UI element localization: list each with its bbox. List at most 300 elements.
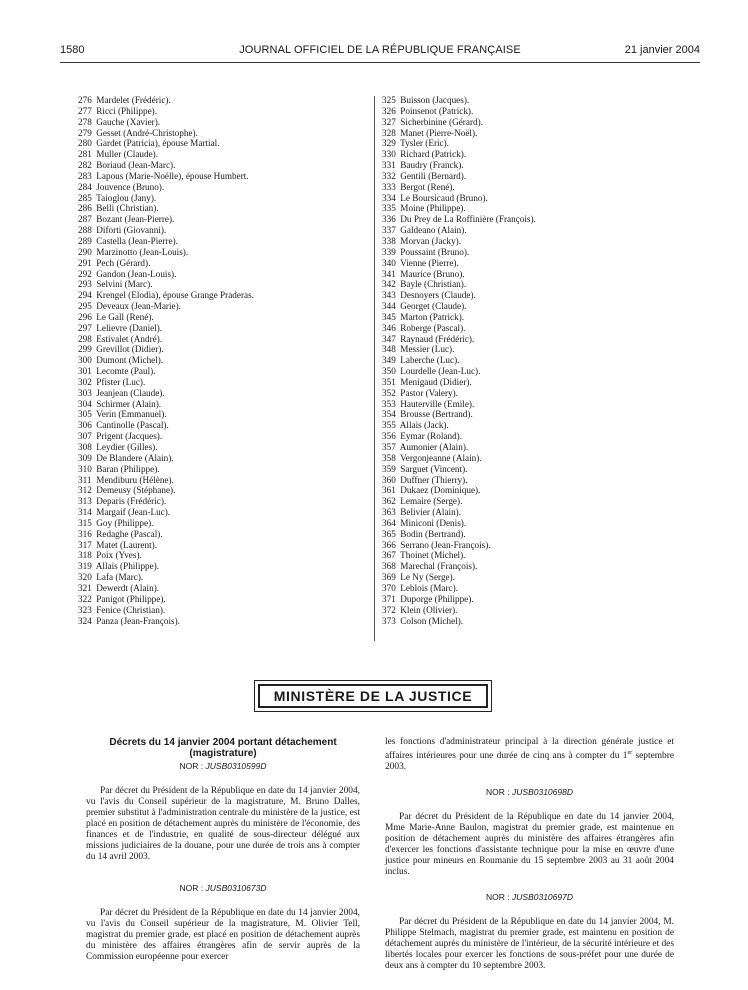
list-item [78,117,254,128]
list-item [382,453,536,464]
list-item-name: Messier (Luc). [400,344,455,355]
list-item-name: Dukaez (Dominique). [400,485,481,496]
list-item [78,464,254,475]
list-item-number: 336 [382,214,396,225]
continued-text-a: les fonctions d'administrateur principal à la direction générale justice et affaires intérieures pour une durée de cinq ans à compter du 1 [385,737,674,762]
list-item-number: 286 [78,203,92,214]
list-item-number: 337 [382,225,396,236]
list-item-number: 346 [382,322,396,333]
list-item-number: 365 [382,528,396,539]
list-item [382,95,536,106]
decree-paragraph-1: Par décret du Président de la République en date du 14 janvier 2004, vu l'avis du Conseil supérieur de la magistrature, M. Bruno Dalles, premier substitut à l'administration centrale du ministère de la justice, est placé en position de détachement auprès du ministère de l'économie, des finances et de l'industrie, en qualité de sous-directeur délégué aux missions judiciaires de la douane, pour une durée de trois ans à compter du 14 avril 2003. [86,786,360,862]
list-item-name: Raynaud (Frédéric). [400,333,475,344]
list-item-number: 290 [78,246,92,257]
list-item-number: 324 [78,615,92,626]
list-item-number: 331 [382,160,396,171]
list-item-name: Pastor (Valery). [400,387,458,398]
list-item [78,312,254,323]
list-item-name: Allais (Jack). [399,420,449,431]
list-item-name: Demeusy (Stéphane). [96,485,176,496]
list-item [78,605,254,616]
list-item [382,518,536,529]
list-item-number: 283 [78,170,92,181]
decree-title-line2: (magistrature) [189,748,257,759]
list-item-number: 277 [78,105,92,116]
list-item-name: Le Ny (Serge). [400,572,455,583]
list-item [382,171,536,182]
list-item [78,138,254,149]
list-item [382,106,536,117]
list-item [382,399,536,410]
list-item-name: Lecomte (Paul). [96,366,156,377]
list-item-name: Bergot (René). [400,181,455,192]
list-item-number: 293 [78,279,92,290]
list-item [382,117,536,128]
list-item-number: 348 [382,344,396,355]
list-item-number: 358 [382,452,396,463]
list-item-number: 296 [78,311,92,322]
list-item [78,225,254,236]
list-item-name: Belli (Christian). [96,203,159,214]
list-item-number: 366 [382,539,396,550]
list-item-number: 327 [382,116,396,127]
list-item [78,128,254,139]
list-item-name: Panza (Jean-François). [96,615,180,626]
list-item-name: Muller (Claude). [96,149,159,160]
list-item-name: Buisson (Jacques). [400,95,470,105]
list-item-name: Estivalet (André). [96,333,163,344]
header-rule [60,62,700,63]
list-item [382,344,536,355]
list-item-name: Du Prey de La Roffinière (François). [400,214,536,225]
list-item [382,388,536,399]
list-item-name: Lafa (Marc). [96,572,144,583]
list-item-number: 360 [382,474,396,485]
list-item [382,258,536,269]
list-item-number: 282 [78,160,92,171]
list-item-name: Duporge (Philippe). [400,593,474,604]
list-item [382,193,536,204]
list-item-number: 352 [382,387,396,398]
list-item [78,485,254,496]
list-item-number: 355 [382,420,396,431]
list-item [78,366,254,377]
list-item [382,301,536,312]
nor-code: JUSB0310673D [205,883,267,893]
issue-date: 21 janvier 2004 [624,44,700,56]
list-item [78,420,254,431]
nor-prefix: NOR : [179,761,204,771]
decree-paragraph-2-continued [385,737,674,773]
list-item-name: Allais (Philippe). [95,561,160,572]
nor-reference-3 [385,787,674,798]
list-item [382,355,536,366]
list-item-name: Dumont (Michel). [96,355,164,366]
list-item [78,583,254,594]
list-item-name: Lapous (Marie-Noëlle), épouse Humbert. [96,170,249,181]
list-item-number: 298 [78,333,92,344]
list-item-name: Aumonier (Alain). [399,442,469,452]
list-item [382,605,536,616]
page-number: 1580 [60,44,85,56]
list-item-number: 311 [78,474,92,485]
list-item [382,496,536,507]
list-item-number: 280 [78,138,92,149]
list-item-name: Klein (Olivier). [400,604,458,615]
list-item-name: Selvini (Marc). [96,279,153,290]
list-item [382,561,536,572]
list-item [382,485,536,496]
list-item [382,366,536,377]
list-item-number: 281 [78,149,92,160]
list-item-number: 276 [78,95,92,105]
list-item-number: 313 [78,496,92,507]
list-item-name: Jouvence (Bruno). [96,181,165,192]
list-item-name: Miniconi (Denis). [400,517,467,528]
nor-code: JUSB0310697D [512,892,573,903]
list-item [78,279,254,290]
list-item-number: 300 [78,355,92,366]
nor-prefix: NOR : [179,883,204,893]
list-item-name: Belivier (Alain). [400,507,462,518]
list-item-name: Leblois (Marc). [400,582,458,593]
list-item [78,572,254,583]
list-item [382,475,536,486]
list-item-name: Bodin (Bertrand). [400,528,466,539]
list-item [78,431,254,442]
list-item [382,442,536,453]
list-item [78,518,254,529]
list-item-number: 310 [78,463,92,474]
list-item-number: 305 [78,409,92,420]
list-item-name: Pfister (Luc). [96,376,146,387]
list-item-number: 312 [78,485,92,496]
list-item [382,225,536,236]
list-item [382,594,536,605]
list-item-name: Leydier (Gilles). [96,442,158,452]
list-item-number: 340 [382,257,396,268]
list-item [78,106,254,117]
list-item-number: 359 [382,463,396,474]
list-item-name: Marechal (François). [400,561,478,572]
list-item-name: Schirmer (Alain). [96,398,162,409]
list-item [382,616,536,627]
list-item [382,247,536,258]
list-item [382,540,536,551]
list-item-name: Baudry (Franck). [400,160,464,171]
decree-title [86,737,360,759]
list-item-name: Jeanjean (Claude). [96,387,165,398]
list-item-name: Krengel (Elodia), épouse Grange Praderas. [96,290,254,301]
list-item [78,160,254,171]
list-item [382,464,536,475]
list-item-number: 344 [382,301,396,312]
list-item-name: Mardelet (Frédéric). [96,95,171,105]
list-item-number: 354 [382,409,396,420]
list-item-name: Laberche (Luc). [400,355,460,366]
list-item-name: Gauche (Xavier). [96,116,161,127]
list-item-number: 328 [382,127,396,138]
nor-reference-4 [385,892,674,903]
decree-paragraph-2: Par décret du Président de la République en date du 14 janvier 2004, vu l'avis du Conseil supérieur de la magistrature, M. Olivier Tell, magistrat du premier grade, est placé en position de détachement auprès du ministère des affaires étrangères afin de servir auprès de la Commission européenne pour exercer [86,908,360,962]
list-item-name: Bozant (Jean-Pierre). [96,214,175,225]
list-item-name: Baran (Philippe). [96,463,160,474]
list-item-number: 345 [382,311,396,322]
list-item-name: Boriaud (Jean-Marc). [96,160,176,171]
list-item [78,442,254,453]
list-item [78,95,254,106]
list-item-number: 364 [382,517,396,528]
list-item-number: 349 [382,355,396,366]
list-item-number: 333 [382,181,396,192]
list-item-name: Bayle (Christian). [400,279,467,290]
list-item-name: Matet (Laurent). [96,539,158,550]
list-item [78,301,254,312]
list-item [78,616,254,627]
list-item-name: Menigaud (Didier). [400,376,472,387]
list-item-name: Desnoyers (Claude). [400,290,476,301]
nor-prefix: NOR : [486,787,510,798]
list-item-name: Maurice (Bruno). [400,268,465,279]
list-item-name: Prigent (Jacques). [96,431,163,442]
list-item [78,214,254,225]
list-item-name: Gandon (Jean-Louis). [96,268,177,279]
list-item [78,355,254,366]
list-item-name: Mendiburu (Hélène). [96,474,174,485]
nor-reference-2 [86,883,360,894]
list-item-name: Poix (Yves). [96,550,142,561]
list-item [382,128,536,139]
list-item-number: 294 [78,290,92,301]
list-item-number: 338 [382,235,396,246]
list-item [382,323,536,334]
list-item-number: 279 [78,127,92,138]
list-item-number: 297 [78,322,92,333]
list-item-name: Dewerdt (Alain). [96,582,160,593]
list-item [78,171,254,182]
list-item [382,182,536,193]
list-item [78,507,254,518]
list-item-number: 301 [78,366,92,377]
list-item-number: 307 [78,431,92,442]
list-item-number: 357 [382,442,396,452]
continued-text-b: septembre 2003. [385,751,674,773]
list-item [382,507,536,518]
list-item [382,203,536,214]
list-item-name: Diforti (Giovanni). [96,225,167,236]
list-item-number: 323 [78,604,92,615]
list-item-name: Lourdelle (Jean-Luc). [400,366,481,377]
list-item [382,529,536,540]
list-item-number: 326 [382,105,396,116]
list-item [382,236,536,247]
list-item-name: Roberge (Pascal). [400,322,466,333]
nor-code: JUSB0310698D [512,787,573,798]
list-item-name: Duffner (Thierry). [400,474,468,485]
list-item-number: 343 [382,290,396,301]
list-item-number: 284 [78,181,92,192]
list-item-number: 339 [382,246,396,257]
list-item [382,279,536,290]
list-item-number: 299 [78,344,92,355]
list-item-name: De Blandere (Alain). [96,452,174,463]
list-item [78,258,254,269]
list-item [78,290,254,301]
list-item-name: Gardet (Patricia), épouse Martial. [96,138,220,149]
list-item-number: 308 [78,442,92,452]
list-item-name: Moine (Philippe). [400,203,466,214]
text-column-right [385,737,674,972]
list-item [78,269,254,280]
list-item [382,290,536,301]
list-item-name: Marton (Patrick). [400,311,465,322]
list-item [78,344,254,355]
list-item-number: 373 [382,615,396,626]
list-item-number: 306 [78,420,92,431]
name-list-left [78,95,254,626]
nor-reference [86,761,360,772]
list-item-number: 363 [382,507,396,518]
list-item-number: 321 [78,582,92,593]
list-item-number: 322 [78,593,92,604]
list-item [78,594,254,605]
list-item-number: 370 [382,582,396,593]
ordinal-suffix: er [627,750,633,756]
list-item [78,529,254,540]
list-item [78,540,254,551]
ministry-heading-box [254,680,492,712]
list-item [78,453,254,464]
list-item-number: 369 [382,572,396,583]
list-item-name: Serrano (Jean-François). [400,539,491,550]
list-item-number: 353 [382,398,396,409]
list-item-name: Eymar (Roland). [400,431,463,442]
list-item [78,236,254,247]
list-item-number: 316 [78,528,92,539]
list-item-number: 329 [382,138,396,149]
list-item-name: Lelievre (Daniel). [96,322,163,333]
list-item-number: 341 [382,268,396,279]
list-item-number: 367 [382,550,396,561]
list-item-name: Tysler (Eric). [400,138,449,149]
list-item-number: 362 [382,496,396,507]
list-item-number: 303 [78,387,92,398]
list-item-name: Marzinotto (Jean-Louis). [96,246,189,257]
list-item-number: 291 [78,257,92,268]
list-item-number: 309 [78,452,92,463]
list-item-number: 356 [382,431,396,442]
list-item-number: 361 [382,485,396,496]
list-item-number: 315 [78,517,92,528]
page-header [60,44,700,62]
list-item-name: Panigot (Philippe). [96,593,166,604]
list-item-name: Fenice (Christian). [96,604,166,615]
list-item-number: 319 [78,561,92,572]
list-item-number: 295 [78,301,92,312]
list-item [382,138,536,149]
list-item-number: 288 [78,225,92,236]
list-item-name: Galdeano (Alain). [400,225,467,236]
list-item [78,203,254,214]
decree-title-line1: Décrets du 14 janvier 2004 portant détachement [109,737,337,748]
list-item [78,496,254,507]
list-item-name: Sarguet (Vincent). [400,463,468,474]
list-item-name: Poinsenot (Patrick). [400,105,474,116]
list-item-number: 351 [382,376,396,387]
list-item [78,334,254,345]
name-list-right [382,95,536,626]
list-item-number: 287 [78,214,92,225]
list-item-number: 330 [382,149,396,160]
column-separator [374,96,375,641]
list-item-name: Georget (Claude). [400,301,467,312]
list-item [78,561,254,572]
list-item [382,312,536,323]
list-item-number: 342 [382,279,396,290]
list-item [78,399,254,410]
list-item [382,420,536,431]
list-item-number: 372 [382,604,396,615]
list-item-name: Deveaux (Jean-Marie). [96,301,181,312]
list-item-name: Thoinet (Michel). [400,550,466,561]
list-item [382,160,536,171]
list-item-number: 302 [78,376,92,387]
list-item-name: Morvan (Jacky). [400,235,462,246]
ministry-heading: MINISTÈRE DE LA JUSTICE [258,684,488,708]
list-item [78,182,254,193]
list-item [78,377,254,388]
list-item-name: Brousse (Bertrand). [400,409,473,420]
list-item-name: Margaif (Jean-Luc). [96,507,171,518]
list-item [382,214,536,225]
list-item-number: 317 [78,539,92,550]
list-item-name: Lemaire (Serge). [400,496,463,507]
list-item-number: 347 [382,333,396,344]
list-item-name: Sicherbinine (Gérard). [400,116,483,127]
list-item-name: Colson (Michel). [400,615,464,626]
list-item-name: Grevillot (Didier). [96,344,164,355]
list-item [78,475,254,486]
decree-paragraph-4: Par décret du Président de la République en date du 14 janvier 2004, M. Philippe Stelmach, magistrat du premier grade, est maintenu en position de détachement auprès du ministère de l'intérieur, de la sécurité intérieure et des libertés locales pour exercer les fonctions de sous-préfet pour une durée de deux ans à compter du 10 septembre 2003. [385,917,674,972]
list-item [382,149,536,160]
list-item-number: 278 [78,116,92,127]
list-item [78,193,254,204]
list-item-number: 325 [382,95,396,105]
list-item [382,572,536,583]
list-item-number: 332 [382,170,396,181]
list-item-name: Vergonjeanne (Alain). [400,452,482,463]
list-item-name: Le Gall (René). [96,311,154,322]
list-item [382,583,536,594]
decree-paragraph-3: Par décret du Président de la République en date du 14 janvier 2004, Mme Marie-Anne Baulon, magistrat du premier grade, est maintenue en position de détachement auprès du ministère des affaires étrangères afin d'exercer les fonctions d'assistante technique pour la mise en œuvre d'une justice pour mineurs en Roumanie du 15 septembre 2003 au 31 août 2004 inclus. [385,812,674,878]
list-item-number: 368 [382,561,396,572]
list-item-number: 334 [382,192,396,203]
list-item [78,323,254,334]
list-item-name: Poussaint (Bruno). [400,246,470,257]
nor-prefix: NOR : [486,892,510,903]
list-item-number: 314 [78,507,92,518]
list-item [78,550,254,561]
list-item-number: 292 [78,268,92,279]
list-item-number: 285 [78,192,92,203]
list-item-number: 371 [382,593,396,604]
list-item-name: Richard (Patrick). [400,149,467,160]
list-item [382,409,536,420]
list-item-name: Verin (Emmanuel). [96,409,167,420]
list-item [382,334,536,345]
list-item-number: 350 [382,366,396,377]
list-item-name: Goy (Philippe). [96,517,154,528]
